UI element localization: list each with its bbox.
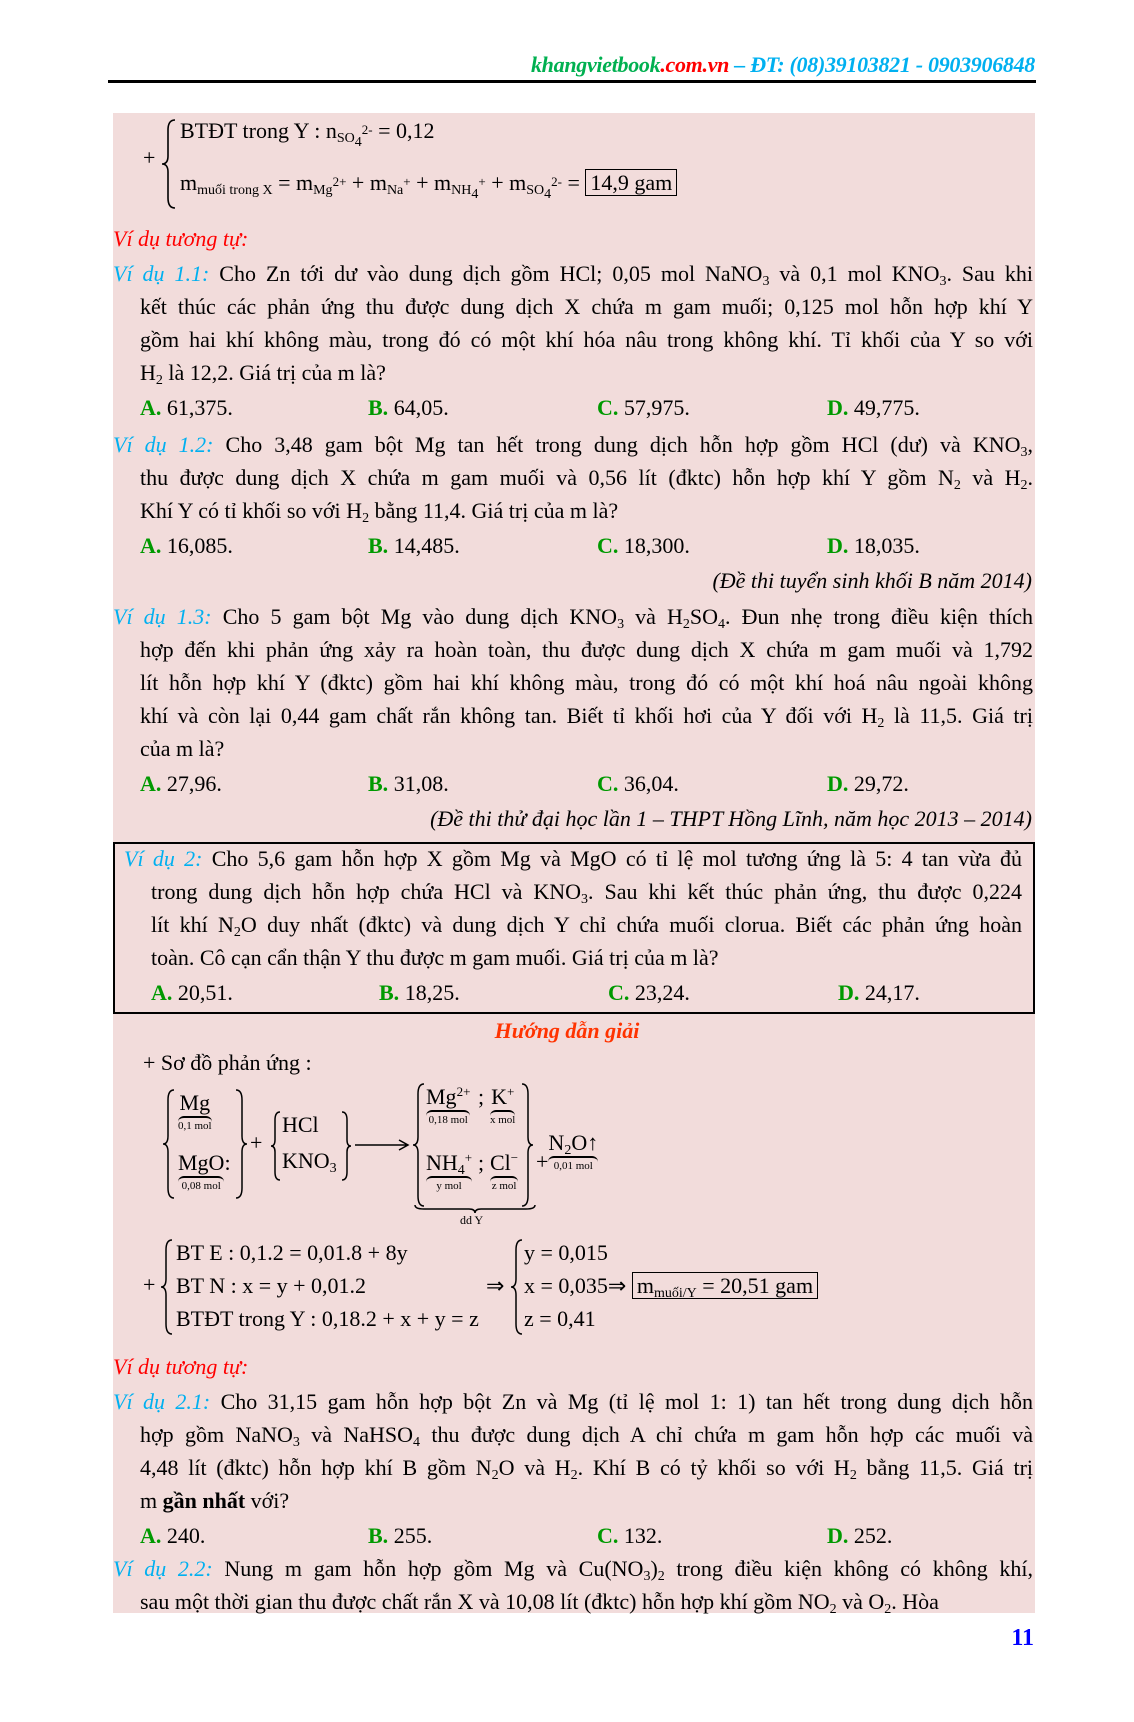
answer-letter: C. (597, 771, 619, 796)
question-line (140, 1451, 1033, 1484)
text-segment: 3 (643, 1569, 651, 1584)
text-segment: và O (836, 1589, 885, 1614)
question-line (140, 290, 1033, 323)
answer-option-d (827, 1519, 892, 1552)
similar-examples-label-2: Ví dụ tương tự: (113, 1354, 249, 1379)
answer-letter: B. (368, 395, 389, 420)
text-segment: SO (689, 604, 719, 629)
text-segment: 2 (233, 925, 241, 940)
text-segment: 2 (570, 1468, 578, 1483)
product-n2o: $+N_2O↑$ 0,01 mol (536, 1130, 599, 1174)
text-segment: 3 (292, 1435, 300, 1450)
answer-letter: B. (368, 533, 389, 558)
formula-line-2: $m_{muối trong X} = m_{Mg^{2+}} + m_{Na^+} + m_{NH_4^+} + m_{SO_4^{2-}} = 14,9$ gam (180, 170, 677, 196)
solution-y-label: dd Y (460, 1213, 484, 1227)
question-line (113, 600, 1033, 633)
text-segment: là 11,5. Giá trị (884, 703, 1033, 728)
answer-value: 132. (618, 1523, 663, 1548)
answer-value: 29,72. (848, 771, 909, 796)
final-result-box: $m_{muối/Y} = 20,51$ gam (632, 1272, 818, 1299)
text-segment: Cho 31,15 gam hỗn hợp bột Zn và Mg (tỉ lệ mol 1: 1) tan hết trong dung dịch hỗn (210, 1389, 1033, 1414)
question-line (140, 323, 1033, 356)
example-label: Ví dụ 1.2: (113, 432, 214, 457)
header-site (531, 52, 1035, 78)
text-segment: lít khí N (151, 912, 234, 937)
product-nh4-ion: $NH_4^+$ y mol (426, 1150, 473, 1192)
equation-electron: BT E : 0,1.2 = 0,01.8 + 8y (176, 1240, 408, 1265)
answer-value: 24,17. (859, 980, 920, 1005)
text-segment: 4 (718, 617, 726, 632)
text-segment: thu được dung dịch X chứa m gam muối và 0,56 lít (đktc) hỗn hợp khí Y gồm N (140, 465, 954, 490)
example-label: Ví dụ 2: (124, 846, 203, 871)
question-line (113, 257, 1033, 290)
text-segment: . (1027, 465, 1033, 490)
separator: ; (478, 1084, 485, 1109)
answer-value: 61,375. (161, 395, 233, 420)
answer-value: 49,775. (848, 395, 920, 420)
text-segment: 3 (939, 274, 947, 289)
answer-option-c (597, 767, 679, 800)
answer-value: 23,24. (629, 980, 690, 1005)
text-segment: với? (245, 1488, 290, 1513)
answer-option-c (597, 391, 690, 424)
example-label: Ví dụ 2.2: (113, 1556, 213, 1581)
text-segment: O duy nhất (đktc) và dung dịch Y chỉ chứa muối clorua. Biết các phản ứng hoàn (240, 912, 1023, 937)
plus-sign: + (250, 1130, 263, 1155)
answer-option-c (597, 529, 690, 562)
answer-letter: A. (140, 771, 162, 796)
answer-option-c (597, 1519, 662, 1552)
site-domain: .com.vn (660, 52, 730, 77)
answer-value: 16,085. (161, 533, 233, 558)
text-segment: Cho 3,48 gam bột Mg tan hết trong dung dịch hỗn hợp gồm HCl (dư) và KNO (213, 432, 1021, 457)
header-divider (108, 80, 1036, 83)
similar-examples-label: Ví dụ tương tự: (113, 226, 249, 251)
answer-letter: A. (140, 533, 162, 558)
result-box: 14,9 gam (585, 169, 677, 196)
text-segment: , (1027, 432, 1033, 457)
answer-option-a (140, 529, 233, 562)
text-segment: bằng 11,4. Giá trị của m là? (369, 498, 619, 523)
answer-option-a (140, 767, 222, 800)
separator: ; (478, 1150, 485, 1175)
plus-sign: + (143, 145, 156, 170)
answer-value: 252. (848, 1523, 893, 1548)
answer-letter: D. (838, 980, 860, 1005)
text-segment: và 0,1 mol KNO (769, 261, 940, 286)
answer-letter: D. (827, 395, 849, 420)
question-line (140, 1484, 1033, 1517)
answer-letter: A. (140, 395, 162, 420)
answer-letter: C. (597, 1523, 619, 1548)
answer-option-d (827, 391, 920, 424)
text-segment: . Sau khi kết thúc phản ứng, thu được 0,224 (588, 879, 1022, 904)
answer-value: 31,08. (388, 771, 449, 796)
answer-value: 18,300. (618, 533, 690, 558)
text-segment: Cho 5 gam bột Mg vào dung dịch KNO (211, 604, 618, 629)
answer-letter: D. (827, 771, 849, 796)
formula-line-1: BTĐT trong Y : $n_{SO_4^{2-}} = 0,12$ (180, 118, 435, 150)
result-z: z = 0,41 (524, 1306, 596, 1331)
answer-letter: B. (368, 771, 389, 796)
text-segment: là 12,2. Giá trị của m là? (162, 360, 386, 385)
text-segment: 2 (657, 1569, 665, 1584)
question-line (140, 461, 1033, 494)
question-line (140, 1418, 1033, 1451)
answer-value: 20,51. (172, 980, 233, 1005)
text-segment: toàn. Cô cạn cẩn thận Y thu được m gam muối. Giá trị của m là? (151, 945, 719, 970)
answer-value: 255. (388, 1523, 433, 1548)
answer-value: 14,485. (388, 533, 460, 558)
text-segment: 2 (362, 511, 370, 526)
text-segment: O và H (498, 1455, 571, 1480)
answer-letter: B. (379, 980, 400, 1005)
scheme-title: + Sơ đồ phản ứng : (143, 1050, 312, 1075)
answer-value: 27,96. (161, 771, 222, 796)
reaction-arrow (355, 1138, 410, 1152)
contact-phone: – ĐT: (08)39103821 - 0903906848 (729, 52, 1035, 77)
site-name: khangvietbook (530, 52, 661, 77)
text-segment: và H (960, 465, 1021, 490)
text-segment: khí và còn lại 0,44 gam chất rắn không tan. Biết tỉ khối hơi của Y đối với H (140, 703, 878, 728)
result-y: y = 0,015 (524, 1240, 608, 1265)
answer-value: 36,04. (618, 771, 679, 796)
text-segment: 4 (413, 1435, 421, 1450)
text-segment: của m là? (140, 736, 225, 761)
text-segment: 2 (1020, 478, 1028, 493)
text-segment: . Đun nhẹ trong điều kiện thích (725, 604, 1033, 629)
text-segment: 2 (849, 1468, 857, 1483)
example-label: Ví dụ 2.1: (113, 1389, 211, 1414)
text-segment: trong dung dịch hỗn hợp chứa HCl và KNO (151, 879, 582, 904)
text-segment: 2 (682, 617, 690, 632)
solution-heading: Hướng dẫn giải (494, 1018, 640, 1043)
example-label: Ví dụ 1.1: (113, 261, 210, 286)
text-segment: kết thúc các phản ứng thu được dung dịch X chứa m gam muối; 0,125 mol hỗn hợp khí Y (140, 294, 1033, 319)
answer-option-b (368, 391, 449, 424)
answer-option-d (827, 529, 920, 562)
text-segment: m (140, 1488, 163, 1513)
text-segment: hợp gồm NaNO (140, 1422, 293, 1447)
text-segment: 2 (829, 1602, 837, 1617)
text-segment: 3 (762, 274, 770, 289)
text-segment: Cho Zn tới dư vào dung dịch gồm HCl; 0,05 mol NaNO (209, 261, 763, 286)
example-2-box (113, 842, 1035, 1014)
question-line (140, 732, 1033, 765)
text-segment: thu được dung dịch A chỉ chứa m gam hỗn hợp các muối và (420, 1422, 1033, 1447)
question-line (140, 494, 1033, 527)
text-segment: 3 (581, 892, 589, 907)
reactant-mgo: MgO 0,08 mol : (178, 1150, 231, 1192)
answer-letter: C. (597, 533, 619, 558)
answer-option-b (368, 767, 449, 800)
text-segment: và H (624, 604, 683, 629)
answer-option-a (140, 391, 233, 424)
text-segment: gần nhất (162, 1488, 246, 1513)
question-line (140, 356, 1033, 389)
text-segment: và NaHSO (299, 1422, 414, 1447)
text-segment: 2 (884, 1602, 892, 1617)
answer-option-a (140, 1519, 205, 1552)
answer-letter: A. (140, 1523, 162, 1548)
equation-nitrogen: BT N : x = y + 0,01.2 (176, 1273, 367, 1298)
text-segment: 2 (155, 373, 163, 388)
question-line (113, 1552, 1033, 1585)
left-brace (160, 118, 178, 210)
question-source: (Đề thi tuyển sinh khối B năm 2014) (712, 568, 1032, 593)
answer-value: 64,05. (388, 395, 449, 420)
answer-option-b (368, 1519, 432, 1552)
product-cl-ion: Cl− z mol (490, 1150, 519, 1192)
question-line (140, 633, 1033, 666)
text-segment: 3 (1020, 445, 1028, 460)
text-segment: H (140, 360, 156, 385)
text-segment: trong điều kiện không có không khí, (664, 1556, 1033, 1581)
answer-value: 240. (161, 1523, 206, 1548)
question-line (140, 699, 1033, 732)
text-segment: lít hỗn hợp khí Y (đktc) gồm hai khí không màu, trong đó có một khí hoá nâu ngoài không (140, 670, 1033, 695)
text-segment: 3 (617, 617, 625, 632)
result-x: x = 0,035⇒ $m_{muối/Y} = 20,51$ gam (524, 1273, 818, 1299)
reagent-kno3: $KNO_3$ (282, 1148, 337, 1176)
answer-value: 18,035. (848, 533, 920, 558)
reagent-hcl: HCl (282, 1112, 319, 1137)
gas-arrow-icon: ↑ (587, 1130, 599, 1155)
answer-letter: C. (597, 395, 619, 420)
product-k-ion: K+ x mol (490, 1084, 516, 1126)
question-line (113, 428, 1033, 461)
question-line (140, 1585, 1033, 1618)
example-label: Ví dụ 1.3: (113, 604, 212, 629)
text-segment: 2 (491, 1468, 499, 1483)
reactant-mg: Mg 0,1 mol (178, 1090, 212, 1132)
text-segment: . Hòa (891, 1589, 939, 1614)
text-segment: 2 (877, 716, 885, 731)
text-segment: sau một thời gian thu được chất rắn X và 10,08 lít (đktc) hỗn hợp khí gồm NO (140, 1589, 830, 1614)
text-segment: . Sau khi (946, 261, 1033, 286)
text-segment: Nung m gam hỗn hợp gồm Mg và Cu(NO (212, 1556, 644, 1581)
text-segment: Cho 5,6 gam hỗn hợp X gồm Mg và MgO có tỉ lệ mol tương ứng là 5: 4 tan vừa đủ (202, 846, 1022, 871)
text-segment: gồm hai khí không màu, trong đó có một khí hóa nâu trong không khí. Tỉ khối của Y so với (140, 327, 1033, 352)
answer-letter: D. (827, 1523, 849, 1548)
implies-symbol: ⇒ (486, 1273, 505, 1298)
page-number: 11 (1011, 1625, 1034, 1651)
equation-charge: BTĐT trong Y : 0,18.2 + x + y = z (176, 1306, 479, 1331)
text-segment: 2 (953, 478, 961, 493)
answer-value: 18,25. (399, 980, 460, 1005)
product-mg-ion: $Mg^{2+}$ 0,18 mol (426, 1084, 471, 1126)
question-line (140, 666, 1033, 699)
answer-option-b (368, 529, 460, 562)
answer-letter: C. (608, 980, 630, 1005)
text-segment: hợp đến khi phản ứng xảy ra hoàn toàn, thu được dung dịch X chứa m gam muối và 1,792 (140, 637, 1033, 662)
text-segment: ) (650, 1556, 658, 1581)
answer-letter: A. (151, 980, 173, 1005)
text-segment: . Khí B có tỷ khối so với H (577, 1455, 850, 1480)
plus-sign: + (143, 1272, 156, 1297)
answer-letter: D. (827, 533, 849, 558)
answer-value: 57,975. (618, 395, 690, 420)
question-line (113, 1385, 1033, 1418)
text-segment: Khí Y có tỉ khối so với H (140, 498, 363, 523)
text-segment: bằng 11,5. Giá trị (856, 1455, 1034, 1480)
text-segment: 4,48 lít (đktc) hỗn hợp khí B gồm N (140, 1455, 492, 1480)
answer-letter: B. (368, 1523, 389, 1548)
question-source: (Đề thi thử đại học lần 1 – THPT Hồng Lĩnh, năm học 2013 – 2014) (430, 806, 1032, 831)
answer-option-d (827, 767, 909, 800)
